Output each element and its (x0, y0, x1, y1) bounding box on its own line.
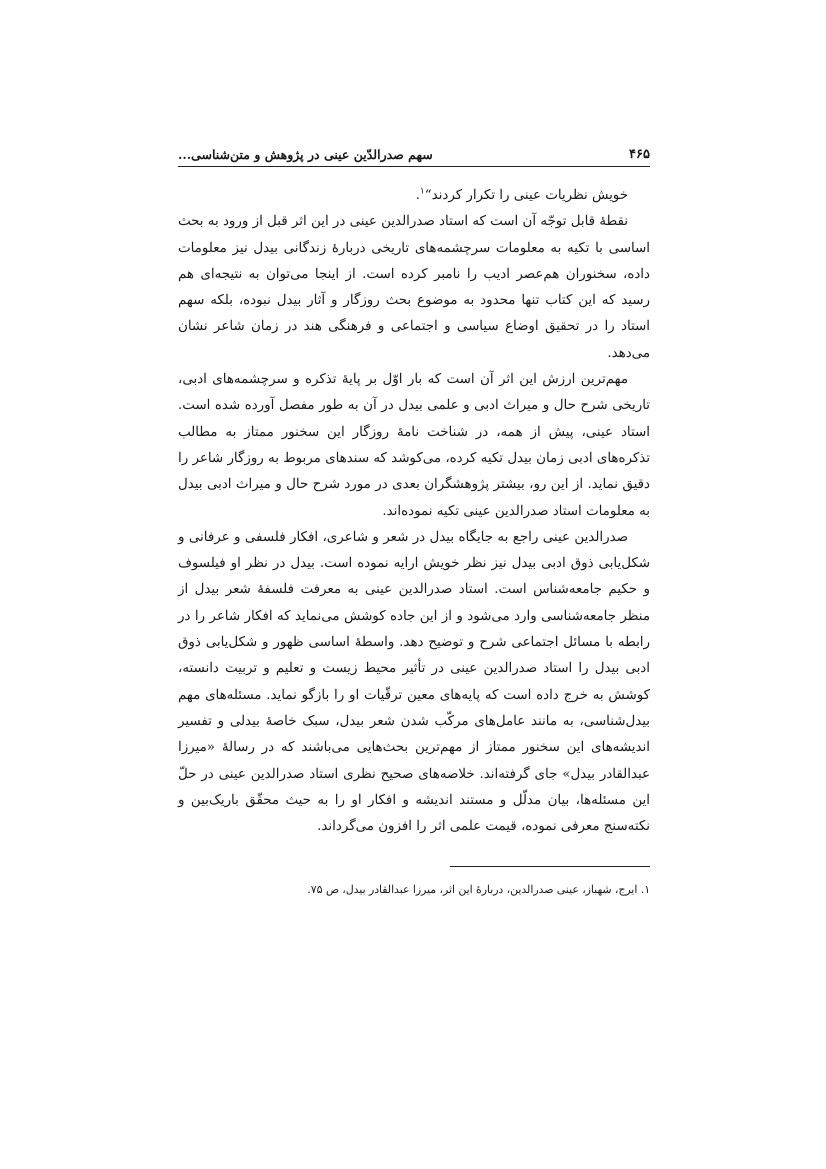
paragraph-1 (178, 183, 650, 209)
footnote-reference: ۱ (419, 186, 425, 197)
footnote-divider (450, 866, 650, 867)
running-header (178, 140, 650, 167)
book-page (178, 140, 650, 899)
body-text (178, 183, 650, 840)
paragraph-2: نقطهٔ قابل توجّه آن است که استاد صدرالدین عینی در این اثر قبل از ورود به بحث اساسی با تکیه به معلومات سرچشمه‌های تاریخی دربارهٔ زندگانی بیدل نیز معلومات داده، سخنوران هم‌عصر ادیب را نامبر کرده است. از اینجا می‌توان به نتیجه‌ای هم رسید که این کتاب تنها محدود به موضوع بحث روزگار و آثار بیدل نبوده، بلکه سهم استاد را در تحقیق اوضاع سیاسی و اجتماعی و فرهنگی هند در زمان شاعر نشان می‌دهد. (178, 214, 650, 361)
running-title: سهم صدرالدّین عینی در پژوهش و متن‌شناسی... (178, 147, 433, 162)
paragraph-1-tail: . (415, 188, 420, 203)
paragraph-1-text: خویش نظریات عینی را تکرار کردند“ (424, 188, 628, 203)
footnote: ۱. ایرج، شهباز، عینی صدرالدین، دربارهٔ این اثر، میرزا عبدالقادر بیدل، ص ۷۵. (307, 883, 650, 897)
paragraph-3: مهم‌ترین ارزش این اثر آن است که بار اوّل بر پایهٔ تذکره و سرچشمه‌های ادبی، تاریخی شرح حال و میراث ادبی و علمی بیدل در آن به طور مفصل آورده شده است. استاد عینی، پیش از همه، در شناخت نامهٔ روزگار این سخنور ممتاز به مطالب تذکره‌های ادبی زمان بیدل تکیه کرده، می‌کوشد که سندهای مربوط به روزگار شاعر را دقیق نماید. از این رو، بیشتر پژوهشگران بعدی در مورد شرح حال و میراث ادبی بیدل به معلومات استاد صدرالدین عینی تکیه نموده‌اند. (178, 372, 650, 519)
page-number: ۴۶۵ (629, 147, 650, 162)
paragraph-4: صدرالدین عینی راجع به جایگاه بیدل در شعر و شاعری، افکار فلسفی و عرفانی و شکل‌یابی ذوق ادبی بیدل نیز نظر خویش ارایه نموده است. بیدل در نظر او فیلسوف و حکیم جامعه‌شناس است. استاد صدرالدین عینی به معرفت فلسفهٔ شعر بیدل از منظر جامعه‌شناسی وارد می‌شود و از این جاده کوشش می‌نماید که افکار شاعر را در رابطه با مسائل اجتماعی شرح و توضیح دهد. واسطهٔ اساسی ظهور و شکل‌یابی ذوق ادبی بیدل را استاد صدرالدین عینی در تأثیر محیط زیست و تعلیم و تربیت دانسته، کوشش به خرج داده است که پایه‌های معین ترقّیات او را بازگو نماید. مسئله‌های مهم بیدل‌شناسی، به مانند عامل‌های مرکّب شدن شعر بیدل، سبک خاصهٔ بیدلی و تفسیر اندیشه‌های این سخنور ممتاز از مهم‌ترین بحث‌هایی می‌باشند که در رسالهٔ «میرزا عبدالقادر بیدل» جای گرفته‌اند. خلاصه‌های صحیح نظری استاد صدرالدین عینی در حلّ این مسئله‌ها، بیان مدلّل و مستند اندیشه و افکار او را به حیث محقّق باریک‌بین و نکته‌سنج معرفی نموده، قیمت علمی اثر را افزون می‌گرداند. (178, 529, 650, 835)
